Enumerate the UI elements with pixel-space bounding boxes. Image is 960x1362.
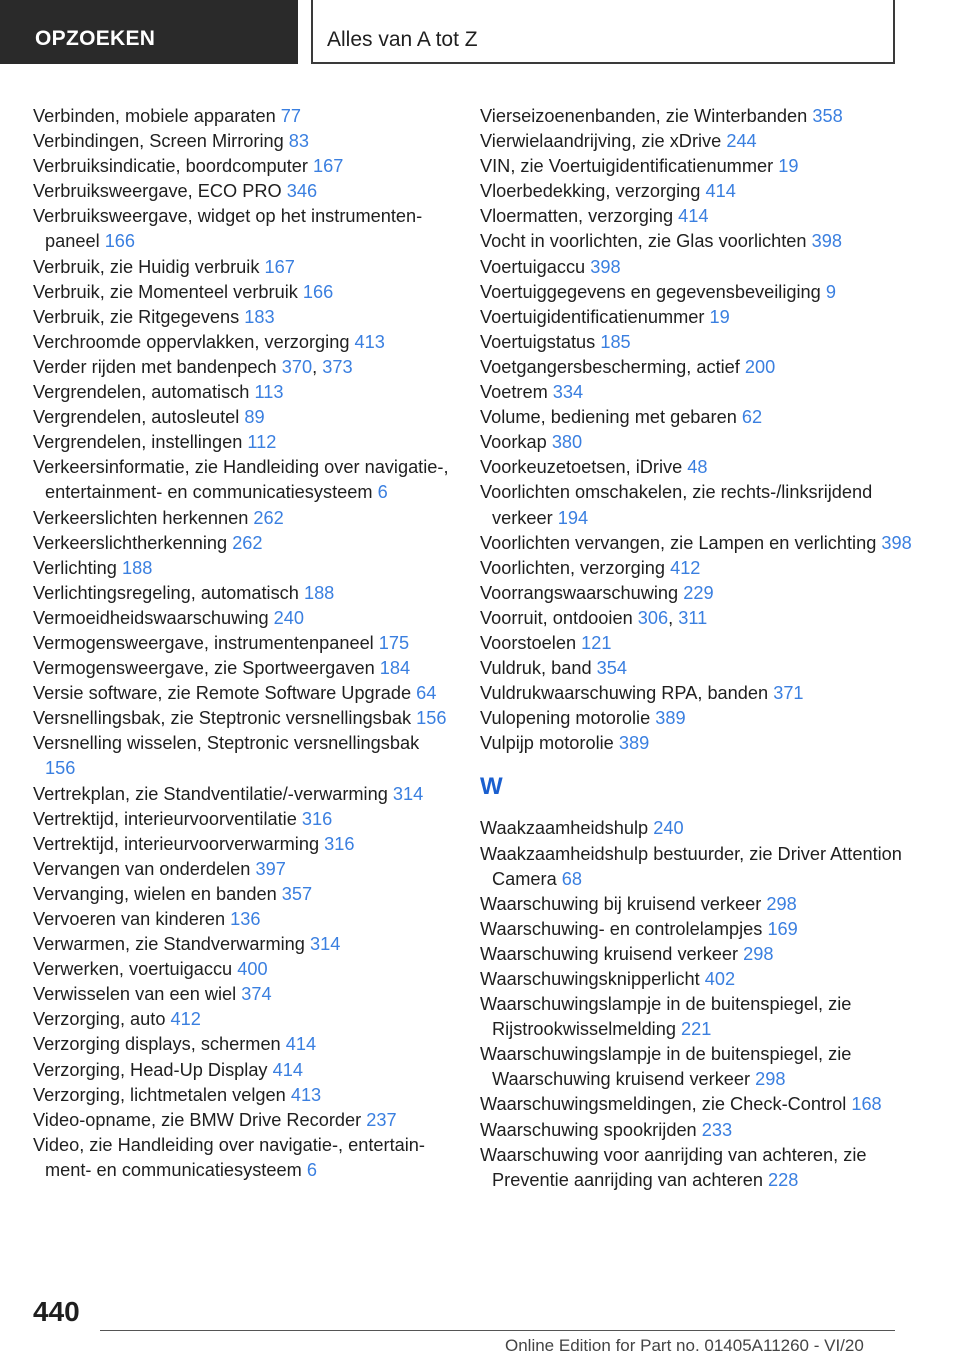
index-entry [480,842,920,892]
page-reference-link[interactable]: 354 [596,658,627,679]
page-reference-link[interactable]: 412 [170,1009,201,1030]
index-entry [33,957,453,982]
index-entry [480,430,920,455]
index-term: Verbruik, zie Huidig verbruik [33,256,260,277]
page-reference-link[interactable]: 400 [237,959,268,980]
index-term: Verbruik, zie Momenteel verbruik [33,281,298,302]
index-entry [480,480,920,530]
page-reference-link[interactable]: 233 [701,1119,733,1140]
index-term: Verkeerslichten herkennen [33,507,249,528]
index-entry [480,992,920,1042]
index-entry [33,1133,453,1183]
index-entry [33,606,453,631]
index-term: Voertuigidentificatienummer [480,306,705,327]
page-reference-link[interactable]: 298 [755,1069,786,1090]
index-list-v [480,104,920,756]
index-entry [33,857,453,882]
index-term: Verbinden, mobiele apparaten [33,106,276,126]
index-term: Vulpijp motorolie [480,733,614,754]
page-reference-link[interactable]: 334 [552,382,584,403]
index-term: Video-opname, zie BMW Drive Recorder [33,1109,362,1130]
page-reference-link[interactable]: 240 [273,607,304,628]
index-entry [480,1042,920,1092]
index-entry [480,355,920,380]
index-entry [33,932,453,957]
index-entry [480,129,920,154]
page-reference-link[interactable]: 62 [741,407,763,428]
index-list-w [480,816,920,1192]
index-entry [33,430,453,455]
page-reference-link[interactable]: 316 [301,808,333,829]
index-term: Waarschuwingsmeldingen, zie Check-Control [480,1094,847,1115]
index-entry [480,556,920,581]
index-entry [33,907,453,932]
index-term: Waarschuwing spookrijden [480,1119,697,1140]
index-entry [480,1143,920,1193]
index-term: Vulopening motorolie [480,708,651,729]
index-term: Verzorging, Head-Up Display [33,1059,268,1080]
index-term: Vervangen van onderdelen [33,858,251,879]
section-tab[interactable]: OPZOEKEN [0,0,298,64]
page-reference-link[interactable]: 414 [285,1034,317,1055]
index-entry [480,706,920,731]
index-entry [480,305,920,330]
index-entry [33,129,453,154]
index-entry [480,531,920,556]
index-entry [33,104,453,129]
index-term: Voorlichten omschakelen, zie rechts-/linksrijdend verkeer [480,482,873,528]
index-entry [480,229,920,254]
index-term: Verwerken, voertuigaccu [33,959,233,980]
page-reference-link[interactable]: 398 [881,532,912,553]
index-entry [480,179,920,204]
index-entry [33,154,453,179]
page-reference-link[interactable]: 316 [324,833,355,854]
index-term: Verbruiksweergave, ECO PRO [33,181,282,202]
index-entry [33,305,453,330]
page-reference-link[interactable]: 121 [581,632,612,653]
index-term: Verbruik, zie Ritgegevens [33,306,240,327]
index-entry [33,982,453,1007]
index-term: Voertuiggegevens en gegevensbeveiliging [480,281,821,302]
index-entry [33,1108,453,1133]
chapter-title: Alles van A tot Z [311,0,895,64]
index-term: Vergrendelen, autosleutel [33,407,240,428]
page-reference-link[interactable]: 166 [302,281,334,302]
index-entry [33,556,453,581]
index-term: Vergrendelen, instellingen [33,432,243,453]
page-reference-link[interactable]: 370 [281,356,313,377]
index-term: Waarschuwing bij kruisend verkeer [480,893,762,914]
page-reference-link[interactable]: 298 [766,893,797,914]
index-term: Vervoeren van kinderen [33,909,226,929]
index-entry [33,832,453,857]
page-reference-link[interactable]: 184 [379,658,411,679]
index-term: Voorrangswaarschuwing [480,582,679,603]
page-reference-link[interactable]: 185 [600,331,631,352]
index-term: Verchroomde oppervlakken, verzorging [33,331,350,352]
index-term: Vertrektijd, interieurvoorverwarming [33,833,320,854]
index-term: Voorkeuzetoetsen, iDrive [480,457,683,478]
page-reference-link[interactable]: 389 [655,708,686,729]
index-entry [33,1032,453,1057]
page-reference-link[interactable]: 346 [286,181,318,202]
index-entry [480,942,920,967]
page-reference-link[interactable]: 389 [618,733,650,754]
index-term: Vergrendelen, automatisch [33,382,250,403]
index-term: Waarschuwing kruisend verkeer [480,943,739,964]
index-term: Vervanging, wielen en banden [33,883,277,904]
index-term: Voertuigaccu [480,256,586,277]
page-reference-link[interactable]: 64 [416,683,437,704]
index-entry [480,816,920,841]
page-reference-link[interactable]: 89 [244,407,265,428]
index-entry [33,706,453,731]
index-entry [33,1058,453,1083]
page-reference-link[interactable]: 306 [637,607,669,628]
section-letter-heading: W [480,773,503,801]
index-term: Verder rijden met bandenpech [33,356,277,377]
index-term: Versie software, zie Remote Software Upgrade [33,683,412,704]
index-term: Verbindingen, Screen Mirroring [33,131,284,152]
index-term: Waarschuwingslampje in de buitenspiegel, zie Waarschuwing kruisend verkeer [480,1044,852,1090]
page-reference-link[interactable]: 229 [683,582,714,603]
page-reference-link[interactable]: 298 [743,943,774,964]
index-term: Waakzaamheidshulp [480,818,649,839]
index-entry [33,882,453,907]
index-entry [480,731,920,756]
index-column-left [33,104,453,1183]
page-reference-link[interactable]: 166 [104,231,136,252]
index-term: Voorruit, ontdooien [480,607,633,628]
page-reference-link[interactable]: 6 [306,1159,317,1180]
page-number: 440 [33,1296,80,1327]
index-term: VIN, zie Voertuigidentificatienummer [480,156,774,177]
index-term: Verkeersinformatie, zie Handleiding over navigatie-, entertainment- en communicatiesysteem [33,457,449,503]
page-reference-link[interactable]: 156 [416,708,447,729]
index-entry [33,681,453,706]
page-reference-link[interactable]: 228 [768,1169,799,1190]
page-reference-link[interactable]: 68 [561,868,582,889]
index-entry [480,330,920,355]
index-term: Versnelling wisselen, Steptronic versnellingsbak [33,733,420,754]
index-term: Verbruiksweergave, widget op het instrumentenpaneel [33,206,423,252]
index-entry [33,280,453,305]
index-term: Vierseizoenenbanden, zie Winterbanden [480,106,808,126]
index-term: Verwarmen, zie Standverwarming [33,934,305,955]
index-entry [480,681,920,706]
page-reference-link[interactable]: 183 [244,306,275,327]
page-reference-link[interactable]: 262 [232,532,263,553]
index-entry [33,330,453,355]
index-entry [480,1092,920,1117]
page-reference-link[interactable]: 167 [264,256,295,277]
index-entry: Voorruit, ontdooien 306, 311 [480,607,708,628]
page-reference-link[interactable]: 314 [392,783,424,804]
page-reference-link[interactable]: 398 [811,231,842,252]
index-term: Vertrekplan, zie Standventilatie/-verwarming [33,783,388,804]
page-reference-link[interactable]: 19 [709,306,730,327]
page-reference-link[interactable]: 413 [290,1084,322,1105]
page-reference-link[interactable]: 77 [280,106,301,126]
index-term: Vermoeidheidswaarschuwing [33,607,269,628]
page-reference-link[interactable]: 357 [281,883,313,904]
index-column-right [480,104,920,1193]
page-reference-link[interactable]: 169 [767,918,798,939]
index-entry [33,455,453,505]
index-term: Verzorging, auto [33,1009,166,1030]
index-term: Verlichting [33,557,117,578]
index-term: Voetrem [480,382,548,403]
page-reference-link[interactable]: 200 [744,356,776,377]
page-reference-link[interactable]: 371 [773,683,804,704]
page-reference-link[interactable]: 112 [247,432,277,453]
index-term: Verbruiksindicatie, boordcomputer [33,156,308,177]
index-entry [33,782,453,807]
page-reference-link[interactable]: 9 [825,281,836,302]
index-entry [480,892,920,917]
page-reference-link[interactable]: 414 [272,1059,303,1080]
index-term: Voertuigstatus [480,331,596,352]
index-entry [480,154,920,179]
index-entry [33,1083,453,1108]
index-entry [480,204,920,229]
index-entry [480,255,920,280]
index-entry [480,967,920,992]
page-reference-link[interactable]: 237 [366,1109,397,1130]
page-reference-link[interactable]: 83 [288,131,310,152]
index-term: Versnellingsbak, zie Steptronic versnellingsbak [33,708,412,729]
index-term: Voorlichten vervangen, zie Lampen en verlichting [480,532,877,553]
index-term: Waakzaamheidshulp bestuurder, zie Driver Attention Camera [480,843,902,889]
index-entry [33,380,453,405]
page-reference-link[interactable]: 373 [322,356,353,377]
page-reference-link[interactable]: 380 [551,432,583,453]
page-reference-link[interactable]: 48 [687,457,708,478]
index-entry [33,405,453,430]
page-reference-link[interactable]: 397 [255,858,286,879]
footer-edition: Online Edition for Part no. 01405A11260 - VI/20 [505,1336,864,1355]
page-reference-link[interactable]: 358 [812,106,843,126]
footer-divider [100,1330,895,1331]
index-entry [33,506,453,531]
index-term: Voetgangersbescherming, actief [480,356,740,377]
index-term: Voorstoelen [480,632,577,653]
page-reference-link[interactable]: 398 [590,256,621,277]
index-term: Waarschuwingsknipperlicht [480,969,700,989]
index-entry [480,380,920,405]
index-term: Vloerbedekking, verzorging [480,181,701,202]
page-reference-link[interactable]: 19 [778,156,799,177]
index-term: Verlichtingsregeling, automatisch [33,582,299,603]
index-term: Voorkap [480,432,547,453]
index-entry [33,255,453,280]
page-reference-link[interactable]: 168 [851,1094,882,1115]
page-reference-link[interactable]: 402 [704,969,736,989]
index-term: Verzorging displays, schermen [33,1034,281,1055]
page-reference-link[interactable]: 244 [726,131,757,152]
page-reference-link[interactable]: 221 [681,1019,712,1040]
index-term: Volume, bediening met gebaren [480,407,737,428]
index-entry [480,405,920,430]
index-term: Voorlichten, verzorging [480,557,666,578]
index-entry [33,179,453,204]
index-term: Waarschuwing- en controlelampjes [480,918,763,939]
index-term: Vuldrukwaarschuwing RPA, banden [480,683,769,704]
index-entry [480,455,920,480]
index-term: Vuldruk, band [480,658,592,679]
page-reference-link[interactable]: 188 [121,557,153,578]
index-entry [33,581,453,606]
page-reference-link[interactable]: 113 [254,382,284,403]
index-term: Verkeerslichtherkenning [33,532,228,553]
page-reference-link[interactable]: 188 [303,582,335,603]
index-entry [33,731,453,781]
index-entry [33,631,453,656]
page-reference-link[interactable]: 136 [230,909,261,929]
page-reference-link[interactable]: 414 [678,206,709,227]
index-entry [33,1007,453,1032]
index-entry [480,581,920,606]
index-entry [480,917,920,942]
page-reference-link[interactable]: 413 [354,331,385,352]
index-term: Vierwielaandrijving, zie xDrive [480,131,722,152]
page-reference-link[interactable]: 262 [253,507,284,528]
page-reference-link[interactable]: 156 [45,758,76,779]
index-entry [33,531,453,556]
page-reference-link[interactable]: 175 [378,632,410,653]
page-reference-link[interactable]: 167 [313,156,344,177]
index-entry [480,656,920,681]
page-reference-link[interactable]: 6 [377,482,388,503]
index-entry [33,807,453,832]
index-entry [480,631,920,656]
index-term: Vloermatten, verzorging [480,206,674,227]
index-entry: Verder rijden met bandenpech 370, 373 [33,356,353,377]
index-term: Vertrektijd, interieurvoorventilatie [33,808,297,829]
page-reference-link[interactable]: 412 [670,557,701,578]
index-term: Vermogensweergave, zie Sportweergaven [33,658,375,679]
index-entry [480,280,920,305]
page-reference-link[interactable]: 194 [557,507,589,528]
page-reference-link[interactable]: 414 [705,181,736,202]
index-term: Vermogensweergave, instrumentenpaneel [33,632,374,653]
index-entry [480,104,920,129]
index-entry [33,204,453,254]
index-term: Waarschuwing voor aanrijding van achteren, zie Preventie aanrijding van achteren [480,1144,867,1190]
index-term: Vocht in voorlichten, zie Glas voorlichten [480,231,807,252]
index-term: Waarschuwingslampje in de buitenspiegel, zie Rijstrookwisselmelding [480,994,852,1040]
index-term: Verwisselen van een wiel [33,984,237,1005]
index-term: Verzorging, lichtmetalen velgen [33,1084,286,1105]
page-reference-link[interactable]: 311 [678,607,708,628]
page-reference-link[interactable]: 314 [309,934,341,955]
page-reference-link[interactable]: 374 [241,984,272,1005]
page-reference-link[interactable]: 240 [653,818,684,839]
index-entry [480,1118,920,1143]
index-entry [33,656,453,681]
index-term: Video, zie Handleiding over navigatie-, entertainment- en communicatiesysteem [33,1134,425,1180]
